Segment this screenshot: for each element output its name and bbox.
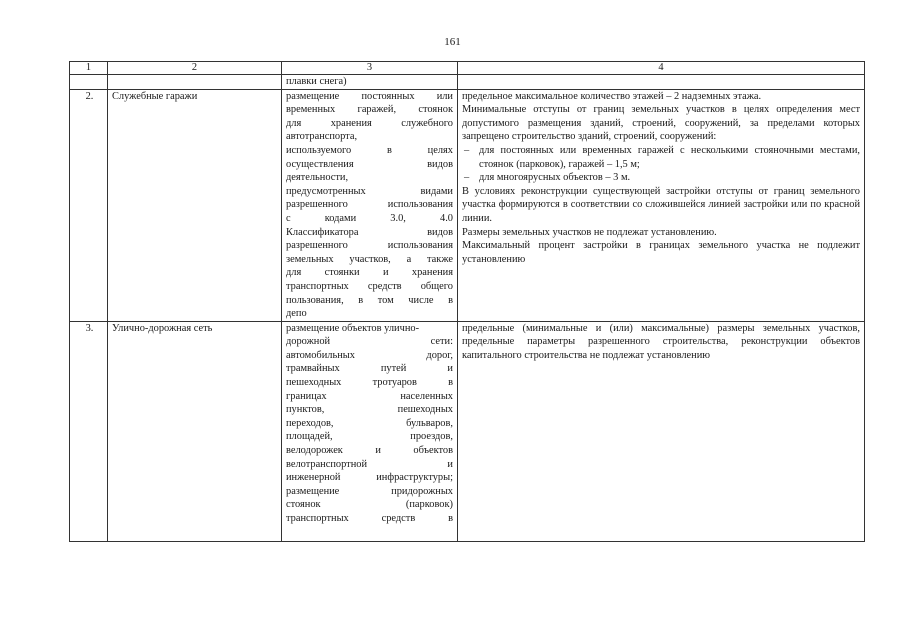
- description-line: стоянок (парковок): [286, 499, 453, 511]
- description-line: используемого в целях: [286, 144, 453, 156]
- dash-bullet-icon: –: [464, 172, 470, 184]
- continuation-text: плавки снега): [282, 75, 458, 90]
- description-line: депо: [286, 308, 307, 320]
- description-line: пользования, в том числе в: [286, 294, 453, 306]
- list-item-text: для постоянных или временных гаражей с несколькими стояночными местами, стоянок (парковок), гаражей – 1,5 м;: [479, 144, 860, 170]
- header-row: [70, 62, 865, 75]
- description-line: площадей, проездов,: [286, 431, 453, 443]
- description-line: автомобильных дорог,: [286, 349, 453, 361]
- description-line: автотранспорта,: [286, 131, 358, 143]
- cell-empty: [70, 75, 108, 90]
- description-line: велодорожек и объектов: [286, 445, 453, 457]
- description-line: транспортных средств в: [286, 513, 453, 524]
- description-line: размещение объектов улично-: [286, 322, 420, 334]
- description-line: размещение придорожных: [286, 485, 453, 497]
- use-description: [282, 321, 458, 541]
- description-line: временных гаражей, стоянок: [286, 104, 453, 116]
- column-header-3: 3: [282, 62, 458, 75]
- use-name: Служебные гаражи: [108, 89, 282, 321]
- description-line: пунктов, пешеходных: [286, 404, 453, 416]
- list-item-text: для многоярусных объектов – 3 м.: [479, 172, 631, 184]
- description-line: границах населенных: [286, 390, 453, 402]
- description-line: разрешенного использования: [286, 199, 453, 211]
- description-line: с кодами 3.0, 4.0: [286, 212, 453, 224]
- row-number: 3.: [85, 322, 94, 334]
- description-line: переходов, бульваров,: [286, 417, 453, 429]
- building-parameters: [458, 321, 865, 541]
- building-parameters: [458, 89, 865, 321]
- column-header-2: 2: [108, 62, 282, 75]
- table-row: [70, 321, 865, 541]
- use-description: [282, 89, 458, 321]
- row-number: 2.: [85, 90, 94, 102]
- param-paragraph: предельные (минимальные и (или) максимальные) размеры земельных участков, предельные параметры разрешенного строительства, реконструкции объектов капитального строительства не подлежат установлению: [462, 322, 860, 361]
- description-line: пешеходных тротуаров в: [286, 377, 453, 389]
- description-line: размещение постоянных или: [286, 90, 453, 102]
- regulations-table: [69, 61, 865, 542]
- row-number-cell: [70, 89, 108, 321]
- param-paragraph: предельное максимальное количество этажей – 2 надземных этажа.: [462, 90, 762, 102]
- table-row: [70, 89, 865, 321]
- description-line: транспортных средств общего: [286, 280, 453, 292]
- page-number: 161: [444, 36, 461, 48]
- description-line: предусмотренных видами: [286, 185, 453, 197]
- use-name: Улично-дорожная сеть: [108, 321, 282, 541]
- description-line: Классификатора видов: [286, 226, 453, 238]
- cell-empty: [458, 75, 865, 90]
- param-paragraph: Размеры земельных участков не подлежат установлению.: [462, 226, 717, 238]
- row-number-cell: [70, 321, 108, 541]
- dash-bullet-icon: –: [464, 144, 470, 156]
- description-line: земельных участков, а также: [286, 253, 453, 265]
- description-line: разрешенного использования: [286, 240, 453, 252]
- list-item: [462, 171, 860, 185]
- setback-list: [462, 144, 860, 185]
- description-line: трамвайных путей и: [286, 363, 453, 375]
- column-header-4: 4: [458, 62, 865, 75]
- description-line: для хранения служебного: [286, 117, 453, 129]
- continuation-row: [70, 75, 865, 90]
- description-line: дорожной сети:: [286, 336, 453, 348]
- param-paragraph: В условиях реконструкции существующей застройки отступы от границ земельного участка формируются в соответствии со сложившейся линией застройки или по красной линии.: [462, 185, 860, 224]
- param-paragraph: Минимальные отступы от границ земельных участков в целях определения мест допустимого размещения зданий, строений, сооружений, за пределами которых запрещено строительство зданий, строений, сооружений:: [462, 104, 860, 143]
- list-item: [462, 144, 860, 171]
- cell-empty: [108, 75, 282, 90]
- description-line: велотранспортной и: [286, 458, 453, 470]
- description-line: деятельности,: [286, 172, 349, 184]
- param-paragraph: Максимальный процент застройки в границах земельного участка не подлежит установлению: [462, 240, 860, 265]
- column-header-1: 1: [70, 62, 108, 75]
- description-line: осуществления видов: [286, 158, 453, 170]
- description-line: для стоянки и хранения: [286, 267, 453, 279]
- description-line: инженерной инфраструктуры;: [286, 472, 453, 484]
